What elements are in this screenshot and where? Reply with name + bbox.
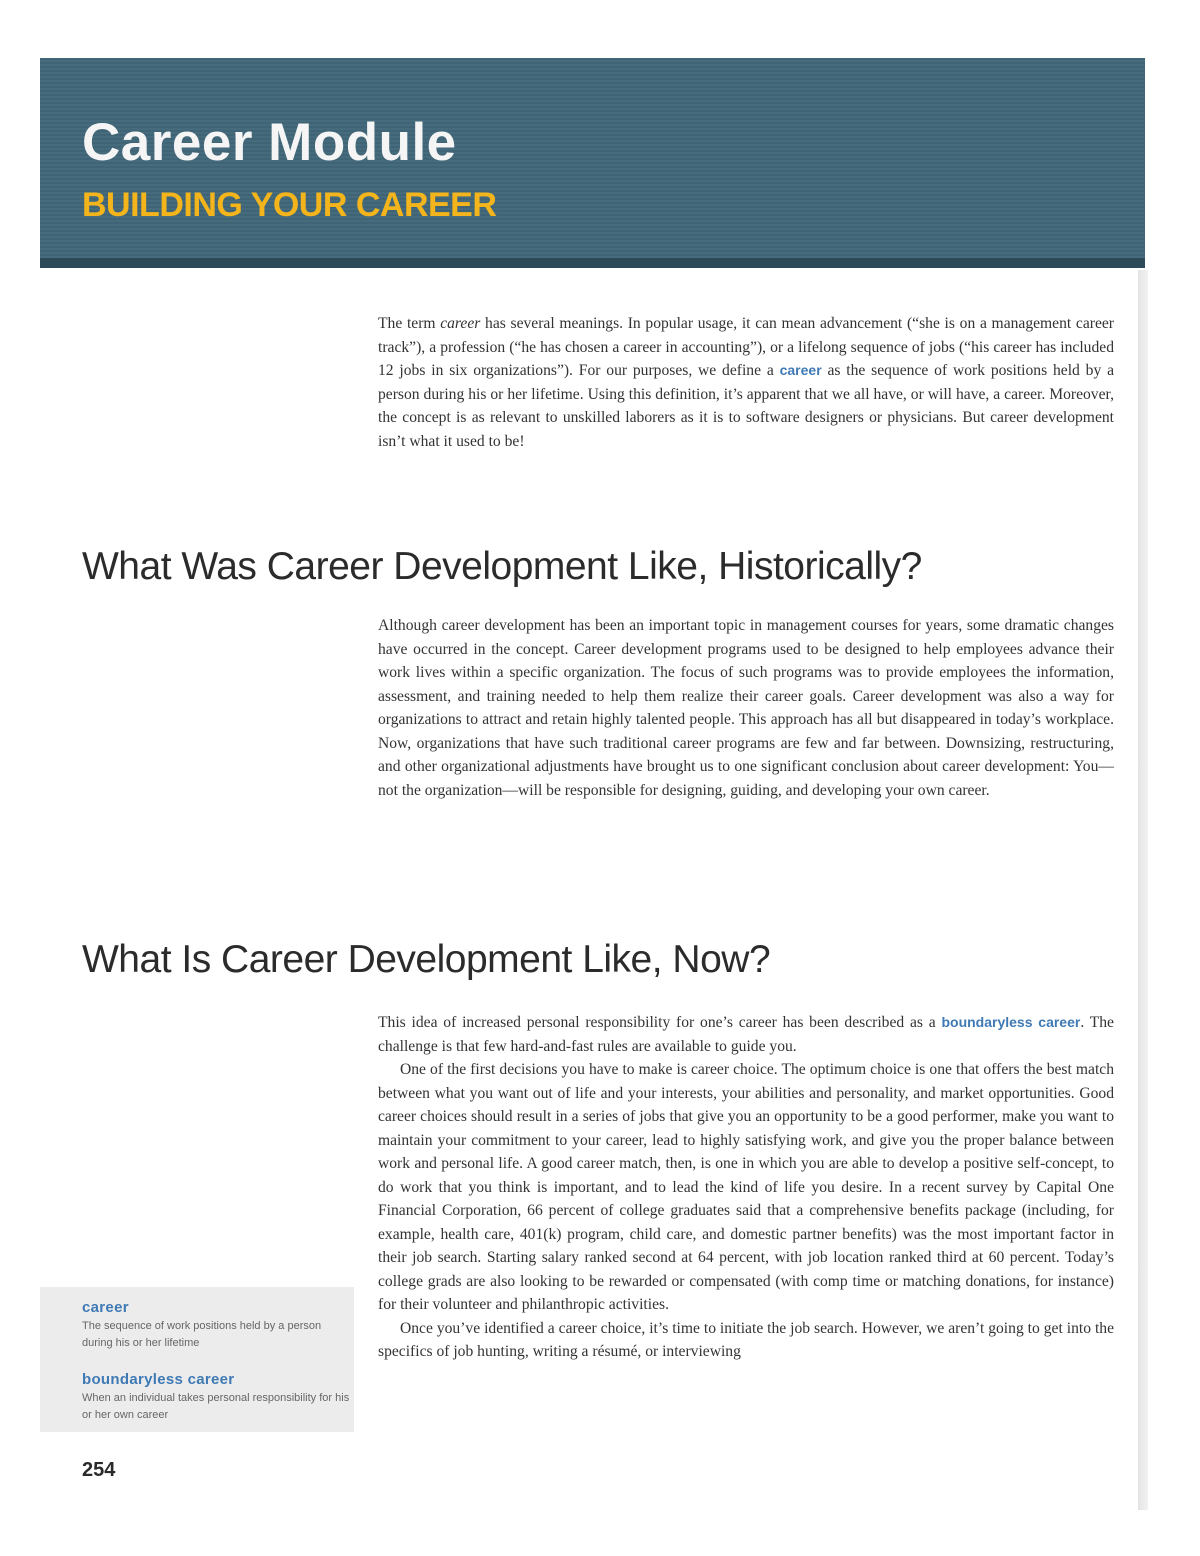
now-paragraph-3: Once you’ve identified a career choice, it’s time to initiate the job search. However, we aren’t going to get into the specifics of job hunting, writing a résumé, or interviewing — [378, 1319, 1114, 1360]
glossary-entry-boundaryless-career — [82, 1371, 352, 1424]
glossary-definition: When an individual takes personal responsibility for his or her own career — [82, 1392, 350, 1421]
section-heading-now: What Is Career Development Like, Now? — [82, 938, 771, 981]
now-text-a: This idea of increased personal responsibility for one’s career has been described as a — [378, 1014, 942, 1031]
glossary-definition: The sequence of work positions held by a person during his or her lifetime — [82, 1320, 322, 1349]
header-banner — [40, 58, 1145, 268]
intro-paragraph — [378, 312, 1114, 453]
now-paragraphs — [378, 1011, 1114, 1364]
now-paragraph-2: One of the first decisions you have to make is career choice. The optimum choice is one that offers the best match between what you want out of life and your interests, your abilities and personality, and market opportunities. Good career choices should result in a series of jobs that give you an opportunity to be a good performer, make you want to maintain your commitment to your career, lead to highly satisfying work, and give you the proper balance between work and personal life. A good career match, then, is one in which you are able to develop a positive self-concept, to do work that you think is important, and to lead the kind of life you desire. In a recent survey by Capital One Financial Corporation, 66 percent of college graduates said that a comprehensive benefits package (including, for example, health care, 401(k) program, child care, and domestic partner benefits) was the most important factor in their job search. Starting salary ranked second at 64 percent, with job location ranked third at 60 percent. Today’s college grads are also looking to be rewarded or compensated (with comp time or matching donations, for instance) for their volunteer and philanthropic activities. — [378, 1061, 1114, 1313]
glossary-sidebar — [40, 1287, 354, 1432]
glossary-term: boundaryless career — [82, 1371, 235, 1388]
now-text-b: . The challenge is that few hard-and-fast rules are available to guide you. — [378, 1014, 1114, 1055]
page-edge-shadow — [1138, 270, 1148, 1510]
historically-text: Although career development has been an important topic in management courses for years, some dramatic changes have occurred in the concept. Career development programs used to be designed to help employees advance their work lives within a specific organization. The focus of such programs was to provide employees the information, assessment, and training needed to help them realize their career goals. Career development was also a way for organizations to attract and retain highly talented people. This approach has all but disappeared in today’s workplace. Now, organizations that have such traditional career programs are few and far between. Downsizing, restructuring, and other organizational adjustments have brought us to one significant conclusion about career development: You—not the organization—will be responsible for designing, guiding, and developing your own career. — [378, 617, 1114, 799]
module-subtitle: BUILDING YOUR CAREER — [82, 186, 497, 224]
glossary-entry-career — [82, 1299, 352, 1352]
historically-paragraph — [378, 614, 1114, 802]
keyword-career: career — [779, 362, 822, 378]
glossary-term: career — [82, 1299, 129, 1316]
intro-text-c: as the sequence of work positions held by a person during his or her lifetime. Using this definition, it’s apparent that we all have, or will have, a career. Moreover, the concept is as relevant to unskilled laborers as it is to software designers or physicians. But career development isn’t what it used to be! — [378, 362, 1115, 450]
intro-text-a: The term — [378, 315, 441, 332]
intro-text-b: has several meanings. In popular usage, it can mean advancement (“she is on a management career track”), a profession (“he has chosen a career in accounting”), or a lifelong sequence of jobs (“his career has included 12 jobs in six organizations”). For our purposes, we define a — [378, 315, 1114, 379]
keyword-boundaryless-career: boundaryless career — [941, 1014, 1081, 1030]
section-heading-historically: What Was Career Development Like, Historically? — [82, 545, 922, 588]
intro-emphasis: career — [440, 315, 481, 332]
module-title: Career Module — [82, 113, 457, 172]
page-number: 254 — [82, 1459, 116, 1481]
